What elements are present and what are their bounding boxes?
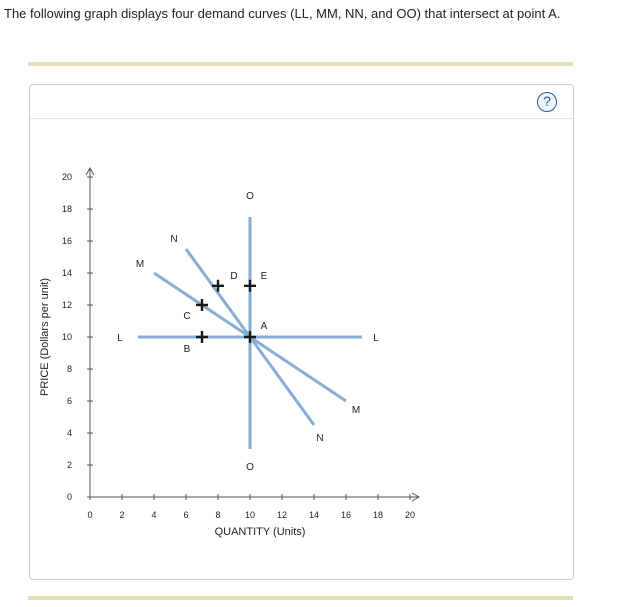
point-label-e: E — [260, 270, 268, 282]
point-label-c: C — [183, 311, 191, 322]
curve-label-o-start: O — [246, 191, 254, 202]
y-tick-label: 4 — [66, 428, 72, 438]
x-tick-label: 4 — [151, 510, 157, 520]
curve-label-n-start: N — [170, 234, 178, 245]
x-tick-label: 12 — [276, 510, 288, 520]
y-tick-label: 20 — [61, 172, 72, 182]
point-label-d: D — [230, 270, 238, 282]
curve-label-l-end: L — [373, 333, 379, 344]
y-tick-label: 8 — [66, 364, 72, 374]
x-tick-label: 20 — [404, 510, 416, 520]
point-marker-d — [212, 280, 224, 292]
point-label-a: A — [260, 321, 268, 332]
x-tick-label: 6 — [183, 510, 189, 520]
y-axis-title: PRICE (Dollars per unit) — [39, 278, 51, 396]
question-text: The following graph displays four demand curves (LL, MM, NN, and OO) that intersect at point A. — [4, 6, 561, 21]
point-marker-e — [244, 280, 256, 292]
y-tick-label: 6 — [66, 396, 72, 406]
x-tick-label: 2 — [119, 510, 125, 520]
x-tick-label: 14 — [308, 510, 320, 520]
y-tick-label: 14 — [61, 268, 72, 278]
x-tick-label: 8 — [215, 510, 221, 520]
y-tick-label: 0 — [66, 492, 72, 502]
x-tick-label: 16 — [340, 510, 352, 520]
help-button[interactable]: ? — [537, 92, 557, 112]
curve-label-l-start: L — [117, 333, 123, 344]
y-tick-label: 18 — [61, 204, 72, 214]
x-tick-label: 0 — [87, 510, 93, 520]
y-tick-label: 12 — [61, 300, 72, 310]
point-marker-b — [196, 331, 208, 343]
bottom-divider — [28, 596, 573, 600]
x-tick-label: 10 — [244, 510, 256, 520]
curve-label-n-end: N — [316, 433, 324, 444]
curve-label-m-start: M — [135, 259, 145, 270]
x-axis-title: QUANTITY (Units) — [214, 526, 306, 538]
y-tick-label: 2 — [66, 460, 72, 470]
point-label-b: B — [183, 344, 191, 355]
y-tick-label: 10 — [61, 332, 72, 342]
curve-label-m-end: M — [351, 405, 361, 416]
x-tick-label: 18 — [372, 510, 384, 520]
y-tick-label: 16 — [61, 236, 72, 246]
curve-label-o-end: O — [246, 462, 254, 473]
